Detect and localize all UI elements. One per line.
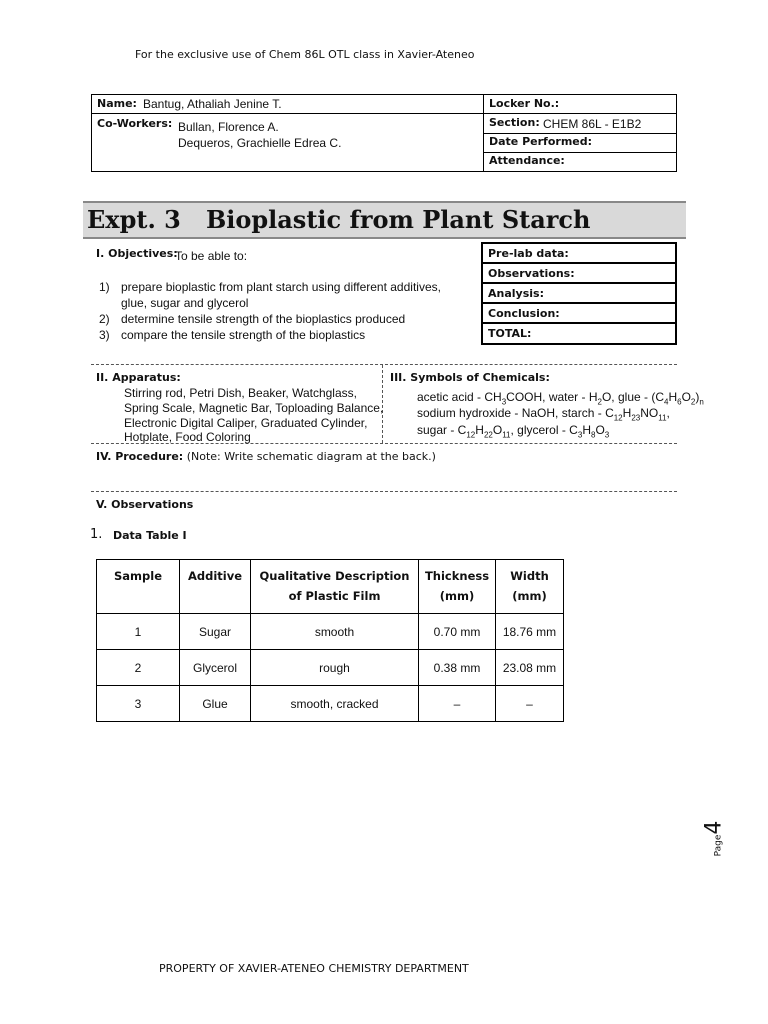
cell-sample: 1 xyxy=(97,614,180,650)
header-thickness: Thickness (mm) xyxy=(419,560,496,614)
student-info-table xyxy=(91,94,677,172)
table-row xyxy=(97,686,564,722)
coworkers-label: Co-Workers: xyxy=(97,117,173,130)
objective-2: determine tensile strength of the bioplastics produced xyxy=(121,312,406,326)
header-description: Qualitative Description of Plastic Film xyxy=(251,560,419,614)
coworker-2: Dequeros, Grachielle Edrea C. xyxy=(178,136,342,150)
cell-thickness: – xyxy=(419,686,496,722)
cell-thickness: 0.38 mm xyxy=(419,650,496,686)
page-number: 4 xyxy=(701,820,727,835)
procedure-label: IV. Procedure: xyxy=(96,450,184,463)
footer-note: PROPERTY OF XAVIER-ATENEO CHEMISTRY DEPARTMENT xyxy=(159,962,469,975)
objective-1-cont: glue, sugar and glycerol xyxy=(121,296,249,310)
section-value: CHEM 86L - E1B2 xyxy=(543,117,642,131)
cell-description: smooth, cracked xyxy=(251,686,419,722)
cell-sample: 3 xyxy=(97,686,180,722)
separator-line xyxy=(91,491,677,492)
page-marker xyxy=(701,812,744,862)
grading-box xyxy=(481,242,677,345)
grade-total: TOTAL: xyxy=(488,327,532,340)
name-value: Bantug, Athaliah Jenine T. xyxy=(143,97,282,111)
header-note: For the exclusive use of Chem 86L OTL class in Xavier-Ateneo xyxy=(135,48,475,61)
cell-additive: Glue xyxy=(180,686,251,722)
cell-description: smooth xyxy=(251,614,419,650)
symbols-line-2: sodium hydroxide - NaOH, starch - $C_{12}H_{23}NO_{11}$, xyxy=(417,406,670,423)
experiment-title-bar xyxy=(83,201,686,239)
objectives-label: I. Objectives: xyxy=(96,247,178,260)
apparatus-line: Stirring rod, Petri Dish, Beaker, Watchglass, xyxy=(124,386,357,400)
table-row xyxy=(97,650,564,686)
objective-3-num: 3) xyxy=(99,328,110,342)
table-title: Data Table I xyxy=(113,529,187,542)
cell-additive: Sugar xyxy=(180,614,251,650)
objective-1-num: 1) xyxy=(99,280,110,294)
header-sample: Sample xyxy=(97,560,180,614)
grade-analysis: Analysis: xyxy=(483,284,675,304)
grade-conclusion: Conclusion: xyxy=(483,304,675,324)
apparatus-line: Hotplate, Food Coloring xyxy=(124,430,251,444)
table-number: 1. xyxy=(90,527,103,542)
page-label: Page xyxy=(713,834,724,857)
coworker-1: Bullan, Florence A. xyxy=(178,120,279,134)
cell-thickness: 0.70 mm xyxy=(419,614,496,650)
apparatus-line: Electronic Digital Caliper, Graduated Cylinder, xyxy=(124,416,368,430)
procedure-note: (Note: Write schematic diagram at the back.) xyxy=(186,450,436,463)
objective-1: prepare bioplastic from plant starch using different additives, xyxy=(121,280,441,294)
objective-2-num: 2) xyxy=(99,312,110,326)
experiment-title: Expt. 3 Bioplastic from Plant Starch xyxy=(87,205,591,234)
cell-additive: Glycerol xyxy=(180,650,251,686)
cell-width: 23.08 mm xyxy=(496,650,564,686)
date-label: Date Performed: xyxy=(489,135,593,148)
symbols-line-3: sugar - $C_{12}H_{22}O_{11}$, glycerol - $C_3H_8O_3$ xyxy=(417,423,610,440)
cell-width: 18.76 mm xyxy=(496,614,564,650)
separator-line xyxy=(91,364,677,365)
symbols-line-1: acetic acid - $CH_3COOH$, water - $H_2O$, glue - $(C_4H_6O_2)_n$ xyxy=(417,390,704,407)
cell-description: rough xyxy=(251,650,419,686)
cell-sample: 2 xyxy=(97,650,180,686)
symbols-label: III. Symbols of Chemicals: xyxy=(390,371,550,384)
apparatus-line: Spring Scale, Magnetic Bar, Toploading Balance, xyxy=(124,401,384,415)
observations-label: V. Observations xyxy=(96,498,194,511)
table-header-row xyxy=(97,560,564,614)
header-additive: Additive xyxy=(180,560,251,614)
procedure-line xyxy=(96,450,436,463)
grade-observations: Observations: xyxy=(483,264,675,284)
attendance-label: Attendance: xyxy=(489,154,565,167)
header-width: Width (mm) xyxy=(496,560,564,614)
locker-label: Locker No.: xyxy=(489,97,560,110)
objective-3: compare the tensile strength of the bioplastics xyxy=(121,328,366,342)
section-label: Section: xyxy=(489,116,540,129)
table-row xyxy=(97,614,564,650)
apparatus-label: II. Apparatus: xyxy=(96,371,181,384)
objectives-intro: To be able to: xyxy=(175,249,248,263)
name-label: Name: xyxy=(97,97,137,110)
cell-width: – xyxy=(496,686,564,722)
data-table xyxy=(96,559,564,722)
grade-prelab: Pre-lab data: xyxy=(483,244,675,264)
